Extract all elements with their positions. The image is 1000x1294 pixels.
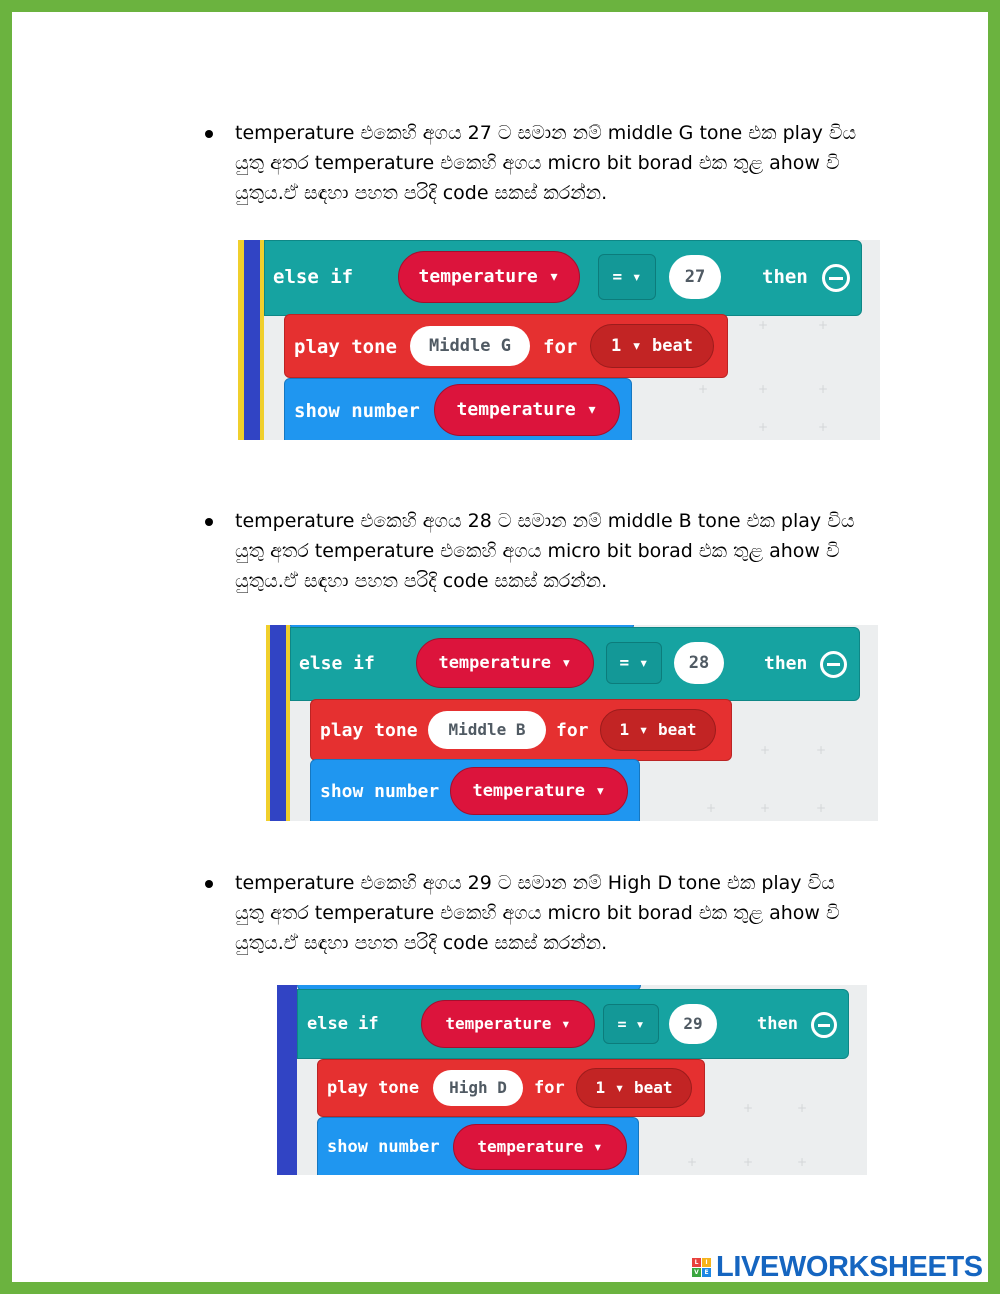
logo-badge-letter: E (702, 1268, 711, 1277)
logo-badge-letter: L (692, 1258, 701, 1267)
beat-dropdown[interactable]: 1 ▾ beat (590, 324, 714, 368)
logo-badge-letter: V (692, 1268, 701, 1277)
variable-dropdown[interactable]: temperature ▾ (434, 384, 620, 436)
operator-dropdown[interactable]: = ▾ (598, 254, 656, 300)
remove-icon[interactable] (822, 264, 850, 292)
operator-dropdown[interactable]: = ▾ (606, 642, 662, 684)
else-if-label: else if (273, 266, 354, 288)
code-block-2: + + + + + else if temperature ▾ = ▾ 28 then play tone Middle B for 1 ▾ beat show number temperature ▾ (266, 625, 878, 821)
code-block-3: + + + + + else if temperature ▾ = ▾ 29 then play tone High D for 1 ▾ beat show number temperature ▾ (277, 985, 867, 1175)
remove-icon[interactable] (820, 651, 847, 678)
note-input[interactable]: High D (433, 1070, 523, 1106)
value-input[interactable]: 27 (669, 255, 721, 299)
beat-dropdown[interactable]: 1 ▾ beat (576, 1068, 692, 1108)
variable-dropdown[interactable]: temperature ▾ (450, 767, 628, 815)
note-input[interactable]: Middle B (428, 711, 546, 749)
value-input[interactable]: 28 (674, 642, 724, 684)
instruction-text: temperature එකෙහි අගය 28 ට සමාන නම් middle B tone එක play විය යුතු අතර temperature එකෙහි අගය micro bit borad එක තුළ ahow වි යුතුය.ඒ සඳහා පහත පරිදි code සකස් කරන්න. (235, 510, 855, 592)
else-if-label: else if (299, 653, 375, 674)
play-tone-label: play tone (294, 336, 397, 358)
for-label: for (543, 336, 578, 358)
show-number-label: show number (320, 781, 440, 802)
for-label: for (556, 720, 589, 741)
else-if-label: else if (307, 1014, 379, 1034)
code-block-1: + + + + + + + else if temperature ▾ = ▾ 27 then play tone Middle G for 1 ▾ beat show number temperature ▾ (238, 240, 880, 440)
then-label: then (757, 1014, 798, 1034)
logo-text: LIVEWORKSHEETS (716, 1251, 983, 1283)
show-number-label: show number (294, 400, 420, 422)
variable-dropdown[interactable]: temperature ▾ (398, 251, 580, 303)
for-label: for (534, 1078, 565, 1098)
operator-dropdown[interactable]: = ▾ (603, 1004, 659, 1044)
logo-badge-letter: I (702, 1258, 711, 1267)
then-label: then (764, 653, 808, 674)
instruction-text: temperature එකෙහි අගය 29 ට සමාන නම් High D tone එක play විය යුතු අතර temperature එකෙහි අගය micro bit borad එක තුළ ahow වි යුතුය.ඒ සඳහා පහත පරිදි code සකස් කරන්න. (235, 872, 840, 954)
instruction-text: temperature එකෙහි අගය 27 ට සමාන නම් middle G tone එක play විය යුතු අතර temperature එකෙහි අගය micro bit borad එක තුළ ahow වි යුතුය.ඒ සඳහා පහත පරිදි code සකස් කරන්න. (235, 122, 857, 204)
bullet-dot (205, 518, 213, 526)
beat-dropdown[interactable]: 1 ▾ beat (600, 709, 716, 751)
then-label: then (762, 266, 808, 288)
play-tone-label: play tone (327, 1078, 420, 1098)
value-input[interactable]: 29 (669, 1004, 717, 1044)
show-number-label: show number (327, 1137, 440, 1157)
remove-icon[interactable] (811, 1012, 837, 1038)
play-tone-label: play tone (320, 720, 418, 741)
variable-dropdown[interactable]: temperature ▾ (453, 1124, 627, 1170)
bullet-dot (205, 880, 213, 888)
variable-dropdown[interactable]: temperature ▾ (421, 1000, 595, 1048)
bullet-dot (205, 130, 213, 138)
note-input[interactable]: Middle G (410, 326, 530, 366)
variable-dropdown[interactable]: temperature ▾ (416, 638, 594, 688)
